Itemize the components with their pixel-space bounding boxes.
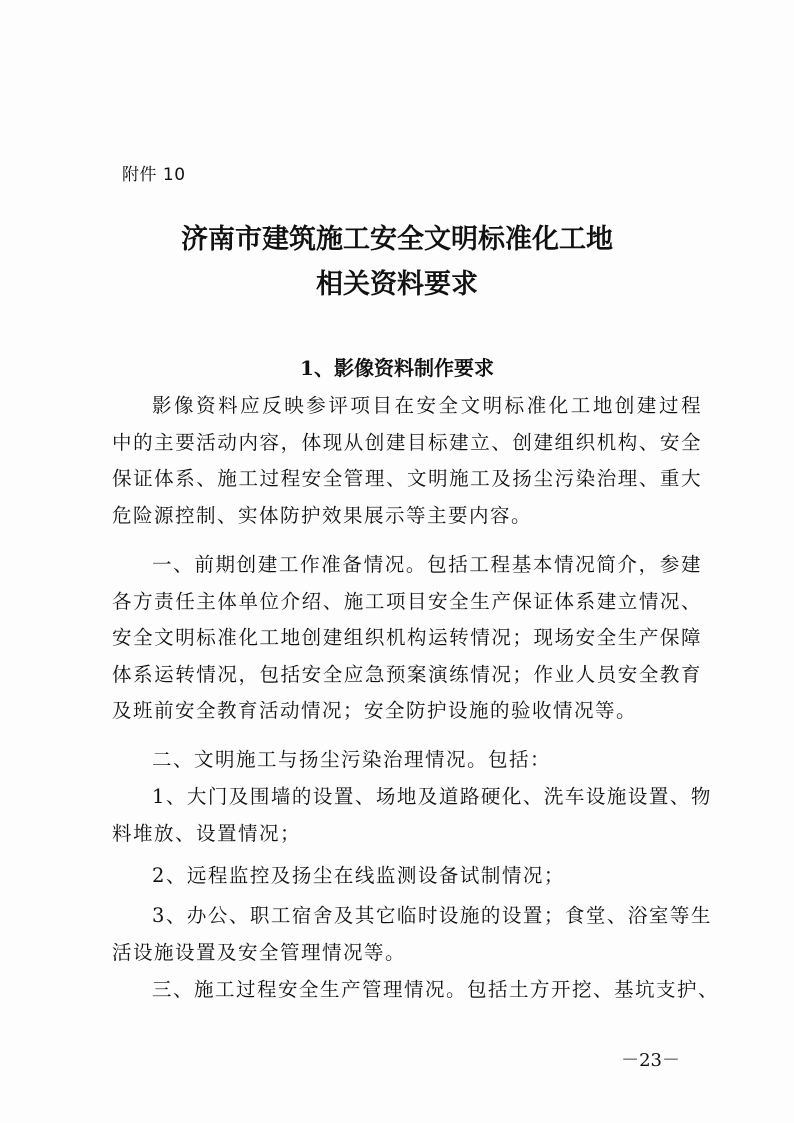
text-line: 各方责任主体单位介绍、施工项目安全生产保证体系建立情况、	[112, 589, 702, 613]
text-line: 三、施工过程安全生产管理情况。包括土方开挖、基坑支护、	[152, 978, 720, 1001]
text-line: 危险源控制、实体防护效果展示等主要内容。	[112, 503, 533, 527]
section-heading: 1、影像资料制作要求	[300, 356, 494, 380]
text-line: 及班前安全教育活动情况；安全防护设施的验收情况等。	[112, 699, 638, 722]
document-title-line-2: 相关资料要求	[316, 269, 478, 300]
text-line: 一、前期创建工作准备情况。包括工程基本情况简介，参建	[152, 553, 702, 576]
text-line: 1、大门及围墙的设置、场地及道路硬化、洗车设施设置、物	[152, 785, 712, 808]
list-item-2	[112, 858, 702, 895]
text-line: 料堆放、设置情况；	[112, 821, 302, 845]
list-item-3	[112, 898, 712, 971]
paragraph-preparation	[112, 547, 702, 730]
paragraph-safety-management	[112, 972, 720, 1009]
paragraph-intro	[112, 388, 702, 534]
text-line: 2、远程监控及扬尘在线监测设备试制情况；	[152, 864, 565, 887]
text-line: 二、文明施工与扬尘污染治理情况。包括：	[152, 748, 552, 771]
text-line: 影像资料应反映参评项目在安全文明标准化工地创建过程	[152, 394, 702, 417]
text-line: 中的主要活动内容，体现从创建目标建立、创建组织机构、安全	[112, 430, 702, 454]
text-line: 活设施设置及安全管理情况等。	[112, 940, 407, 964]
attachment-label: 附件 10	[122, 165, 186, 185]
page-number: －23－	[621, 1050, 680, 1071]
text-line: 3、办公、职工宿舍及其它临时设施的设置；食堂、浴室等生	[152, 904, 712, 927]
paragraph-civilized-construction	[112, 742, 702, 779]
text-line: 保证体系、施工过程安全管理、文明施工及扬尘污染治理、重大	[112, 467, 702, 490]
text-line: 体系运转情况，包括安全应急预案演练情况；作业人员安全教育	[112, 662, 702, 686]
document-title-line-1: 济南市建筑施工安全文明标准化工地	[181, 224, 613, 255]
text-line: 安全文明标准化工地创建组织机构运转情况；现场安全生产保障	[112, 626, 702, 649]
list-item-1	[112, 779, 712, 852]
